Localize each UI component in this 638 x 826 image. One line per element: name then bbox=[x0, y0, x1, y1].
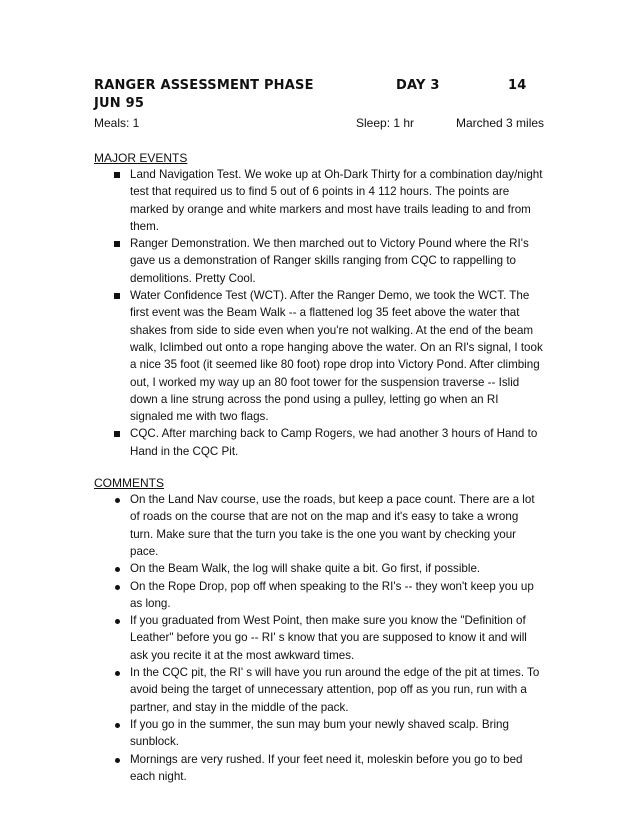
date-day: 14 bbox=[508, 78, 527, 93]
list-item bbox=[94, 612, 544, 664]
phase-title: RANGER ASSESSMENT PHASE bbox=[94, 78, 314, 93]
round-bullet-icon bbox=[111, 716, 123, 733]
list-item-text: Mornings are very rushed. If your feet need it, moleskin before you go to bed each night. bbox=[130, 752, 523, 783]
list-item-text: On the Land Nav course, use the roads, but keep a pace count. There are a lot of roads on the course that are not on the map and it's easy to take a wrong turn. Make sure that the turn you take is the one you want by checking your pace. bbox=[130, 493, 535, 558]
header-row bbox=[94, 78, 544, 96]
list-item-text: Ranger Demonstration. We then marched out to Victory Pound where the RI's gave us a demonstration of Ranger skills ranging from CQC to rappelling to demolitions. Pretty Cool. bbox=[130, 237, 529, 285]
document-page bbox=[94, 78, 544, 785]
round-bullet-icon bbox=[111, 664, 123, 681]
list-item-text: CQC. After marching back to Camp Rogers, we had another 3 hours of Hand to Hand in the CQC Pit. bbox=[130, 427, 538, 458]
list-item bbox=[94, 491, 544, 560]
stats-row bbox=[94, 116, 544, 136]
list-item-text: Land Navigation Test. We woke up at Oh-Dark Thirty for a combination day/night test that required us to find 5 out of 6 points in 4 112 hours. The points are marked by orange and white markers and most have trails leading to and from them. bbox=[130, 168, 543, 233]
comments-list bbox=[94, 491, 544, 785]
list-item bbox=[94, 166, 544, 235]
list-item-text: Water Confidence Test (WCT). After the Ranger Demo, we took the WCT. The first event was the Beam Walk -- a flattened log 35 feet above the water that shakes from side to side even when you're not walking. At the end of the beam walk, Iclimbed out onto a rope hanging above the water. On an RI's signal, I took a nice 35 foot (it seemed like 80 foot) rope drop into Victory Pond. After climbing out, I worked my way up an 80 foot tower for the suspension traverse -- Islid down a line strung across the pond using a pulley, letting go when an RI signaled me with two flags. bbox=[130, 289, 543, 424]
meals-stat: Meals: 1 bbox=[94, 116, 140, 130]
list-item-text: On the Rope Drop, pop off when speaking to the RI's -- they won't keep you up as long. bbox=[130, 579, 534, 610]
square-bullet-icon bbox=[111, 235, 123, 252]
square-bullet-icon bbox=[111, 166, 123, 183]
major-events-heading: MAJOR EVENTS bbox=[94, 151, 188, 165]
list-item-text: If you graduated from West Point, then make sure you know the "Definition of Leather" before you go -- RI' s know that you are supposed to know it and will ask you recite it at the most awkward times. bbox=[130, 614, 527, 662]
round-bullet-icon bbox=[111, 560, 123, 577]
round-bullet-icon bbox=[111, 491, 123, 508]
square-bullet-icon bbox=[111, 287, 123, 304]
marched-stat: Marched 3 miles bbox=[456, 116, 545, 130]
sleep-stat: Sleep: 1 hr bbox=[356, 116, 415, 130]
list-item bbox=[94, 235, 544, 287]
list-item-text: If you go in the summer, the sun may bum your newly shaved scalp. Bring sunblock. bbox=[130, 717, 509, 749]
list-item bbox=[94, 560, 544, 577]
list-item bbox=[94, 751, 544, 786]
list-item-text: In the CQC pit, the RI' s will have you run around the edge of the pit at times. To avoid being the target of unnecessary attention, pop off as you run, run with a partner, and stay in the middle of the pack. bbox=[130, 666, 540, 714]
list-item bbox=[94, 664, 544, 716]
round-bullet-icon bbox=[111, 612, 123, 629]
list-item bbox=[94, 287, 544, 425]
list-item-text: On the Beam Walk, the log will shake quite a bit. Go first, if possible. bbox=[130, 562, 481, 576]
comments-heading: COMMENTS bbox=[94, 476, 164, 491]
square-bullet-icon bbox=[111, 425, 123, 442]
day-label: DAY 3 bbox=[396, 78, 440, 93]
list-item bbox=[94, 425, 544, 460]
date-continued: JUN 95 bbox=[94, 96, 145, 111]
round-bullet-icon bbox=[111, 578, 123, 595]
major-events-list bbox=[94, 166, 544, 460]
list-item bbox=[94, 716, 544, 751]
round-bullet-icon bbox=[111, 751, 123, 768]
list-item bbox=[94, 578, 544, 613]
